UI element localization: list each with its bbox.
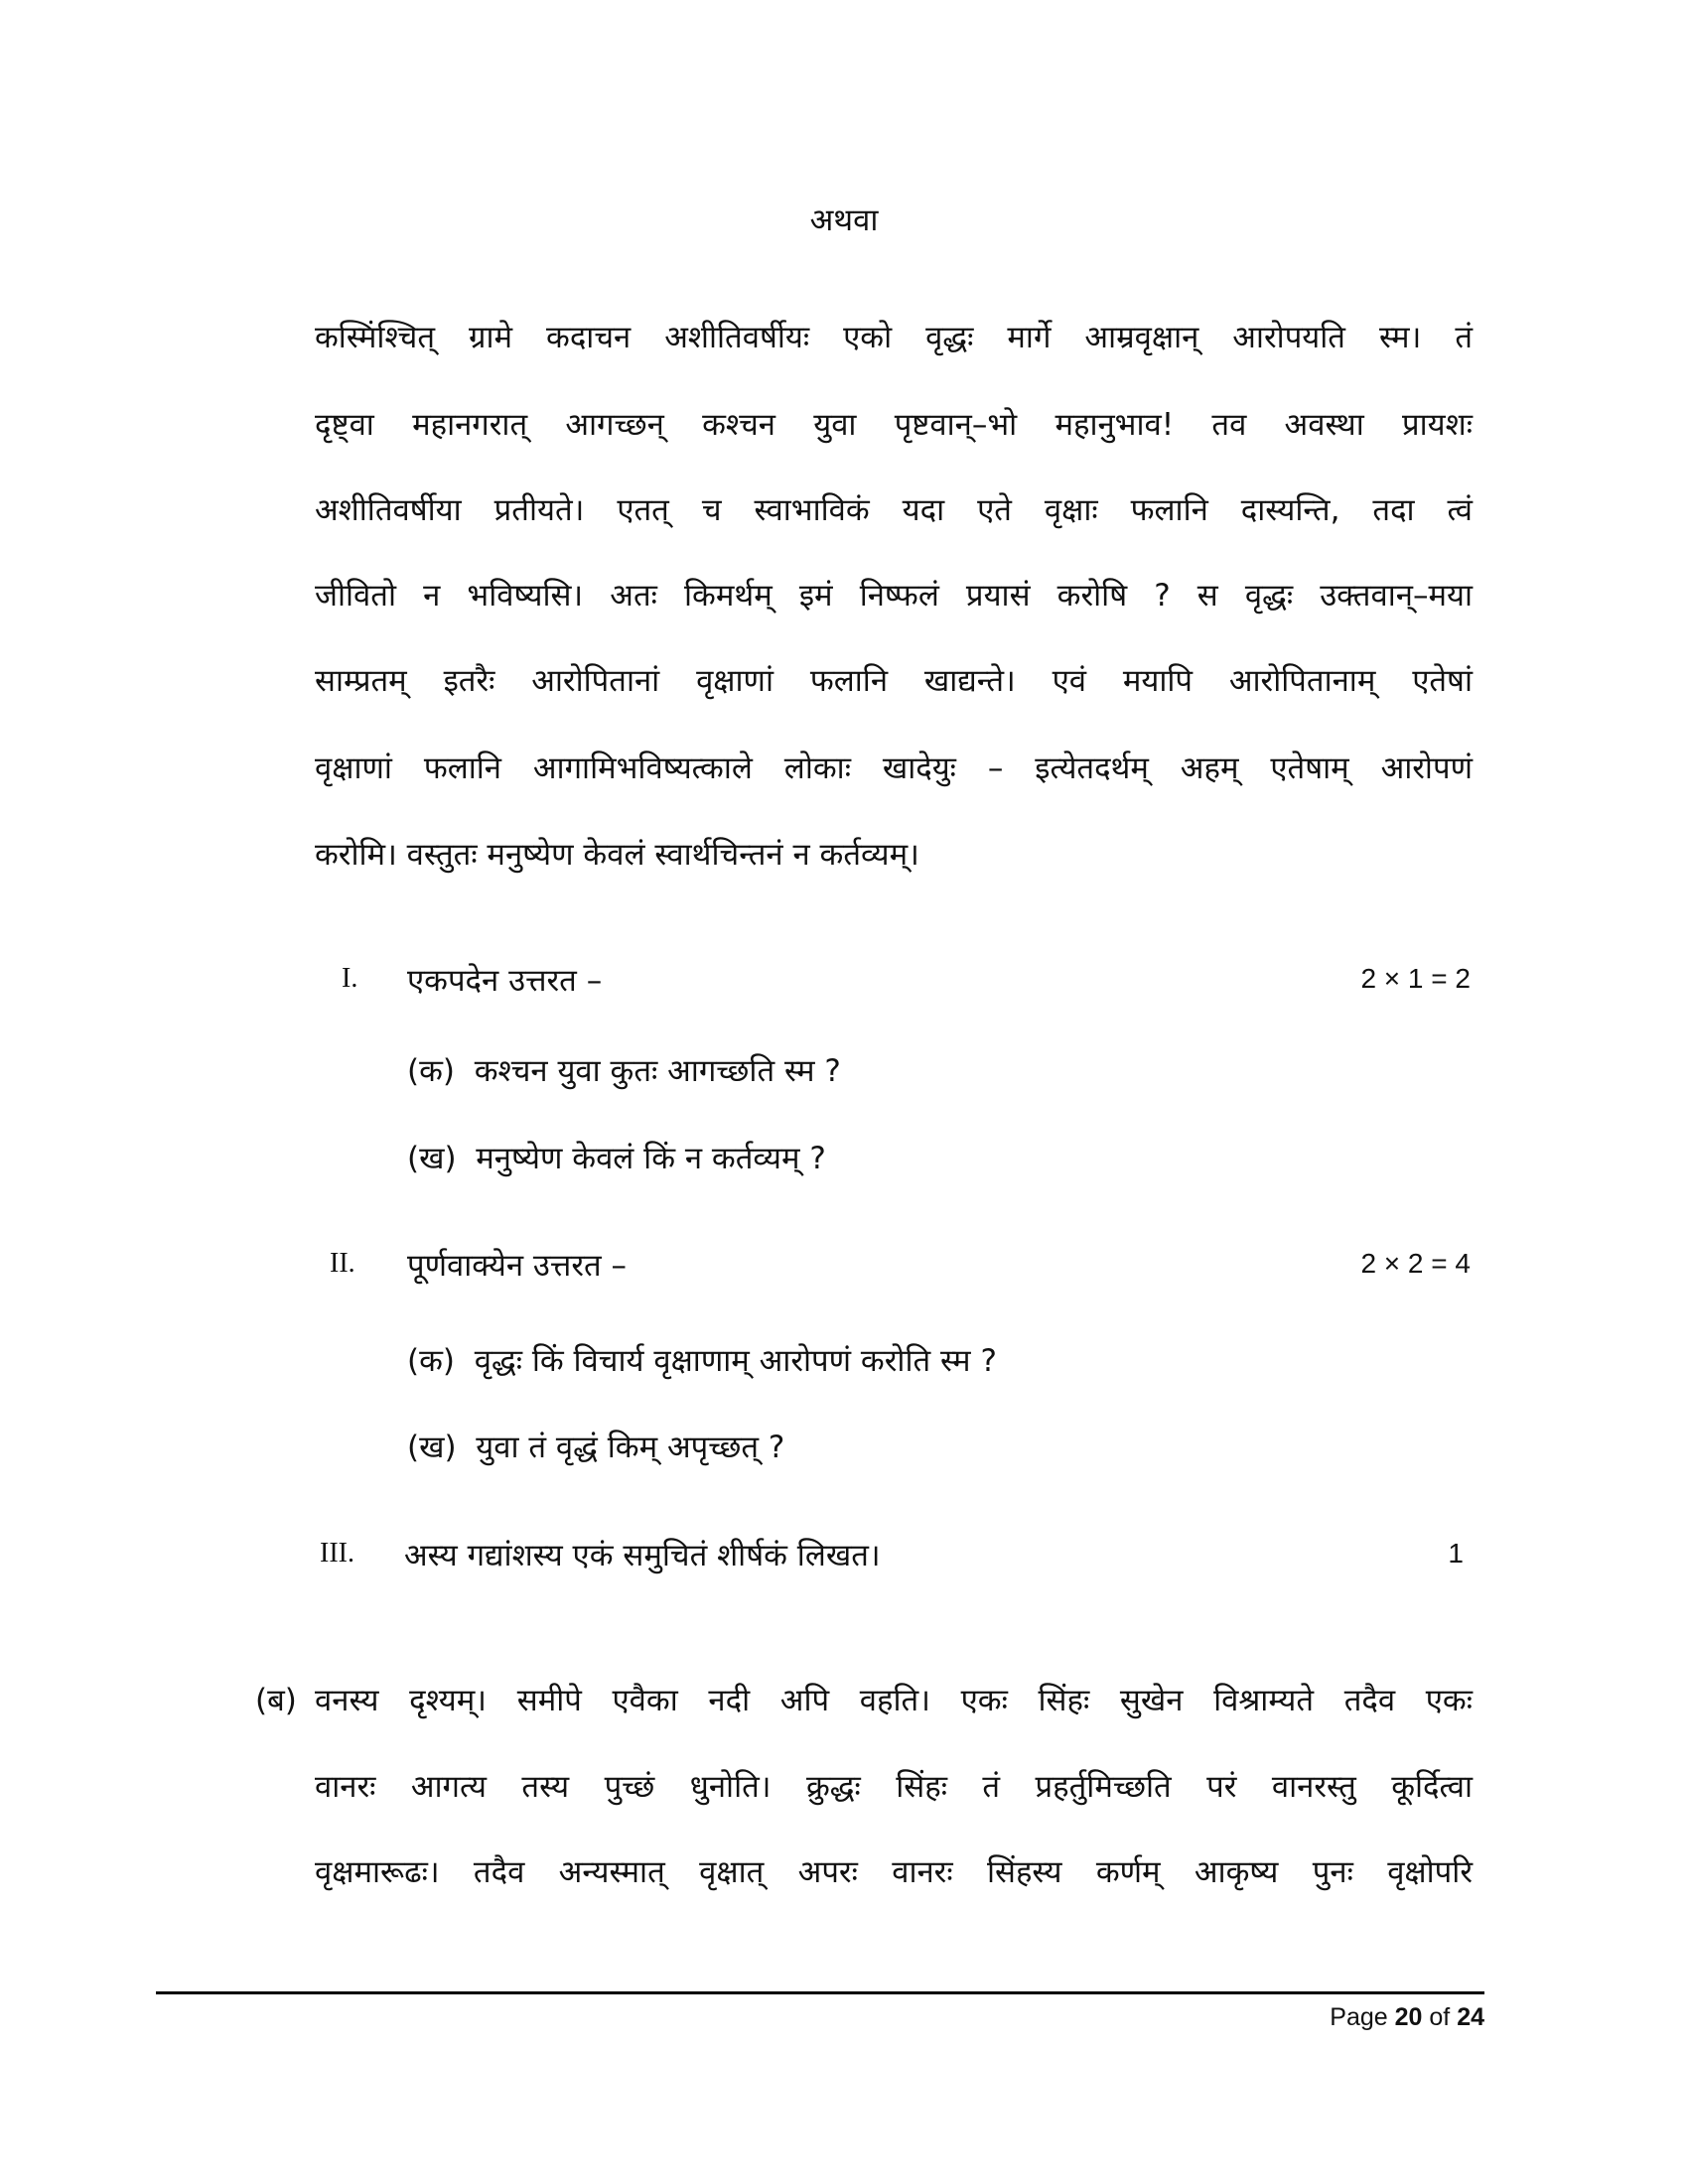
question-prompt: अस्य गद्यांशस्य एकं समुचितं शीर्षकं लिखत। (404, 1538, 881, 1573)
passage-line: साम्प्रतम् इतरैः आरोपितानां वृक्षाणां फलानि खाद्यन्ते। एवं मयापि आरोपितानाम् एतेषां (315, 663, 1473, 699)
question-marks: 1 (1448, 1538, 1464, 1569)
sub-question-label: (ख) (407, 1430, 457, 1465)
heading-athava: अथवा (809, 203, 879, 238)
question-marks: 2 × 1 = 2 (1360, 963, 1471, 994)
question-number: III. (320, 1538, 354, 1569)
page-of: of (1422, 2003, 1458, 2031)
sub-question-text: युवा तं वृद्धं किम् अपृच्छत् ? (476, 1430, 785, 1465)
sub-question (407, 1428, 784, 1467)
sub-question-text: मनुष्येण केवलं किं न कर्तव्यम् ? (476, 1141, 826, 1176)
sub-question-text: कश्चन युवा कुतः आगच्छति स्म ? (474, 1053, 841, 1089)
section-b-line: वनस्य दृश्यम्। समीपे एवैका नदी अपि वहति। एकः सिंहः सुखेन विश्राम्यते तदैव एकः (315, 1683, 1473, 1718)
question-number: II. (330, 1248, 355, 1279)
sub-question (407, 1139, 826, 1178)
question-number: I. (342, 963, 358, 994)
passage-line: करोमि। वस्तुतः मनुष्येण केवलं स्वार्थचिन्तनं न कर्तव्यम्। (315, 837, 919, 873)
sub-question-label: (ख) (407, 1141, 457, 1176)
question-marks: 2 × 2 = 4 (1360, 1248, 1471, 1279)
question-prompt: पूर्णवाक्येन उत्तरत – (407, 1248, 628, 1284)
section-b-line: वानरः आगत्य तस्य पुच्छं धुनोति। क्रुद्धः सिंहः तं प्रहर्तुमिच्छति परं वानरस्तु कूर्दित्वा (315, 1769, 1473, 1805)
page-number (1330, 2003, 1484, 2032)
passage-line: दृष्ट्वा महानगरात् आगच्छन् कश्चन युवा पृष्टवान्–भो महानुभाव! तव अवस्था प्रायशः (315, 407, 1473, 443)
sub-question-label: (क) (407, 1053, 455, 1089)
passage-line: कस्मिंश्चित् ग्रामे कदाचन अशीतिवर्षीयः एको वृद्धः मार्गे आम्रवृक्षान् आरोपयति स्म। तं (315, 320, 1473, 355)
page-prefix: Page (1330, 2003, 1395, 2031)
section-b-line: वृक्षमारूढः। तदैव अन्यस्मात् वृक्षात् अपरः वानरः सिंहस्य कर्णम् आकृष्य पुनः वृक्षोपरि (315, 1854, 1473, 1890)
passage-line: जीवितो न भविष्यसि। अतः किमर्थम् इमं निष्फलं प्रयासं करोषि ? स वृद्धः उक्तवान्–मया (315, 578, 1473, 614)
current-page: 20 (1394, 2003, 1423, 2031)
sub-question (407, 1341, 997, 1381)
sub-question-text: वृद्धः किं विचार्य वृक्षाणाम् आरोपणं करोति स्म ? (474, 1343, 997, 1379)
sub-question (407, 1051, 841, 1091)
passage-line: वृक्षाणां फलानि आगामिभविष्यत्काले लोकाः खादेयुः – इत्येतदर्थम् अहम् एतेषाम् आरोपणं (315, 751, 1473, 786)
footer-rule (156, 1991, 1484, 1994)
passage-line: अशीतिवर्षीया प्रतीयते। एतत् च स्वाभाविकं यदा एते वृक्षाः फलानि दास्यन्ति, तदा त्वं (315, 492, 1473, 528)
question-prompt: एकपदेन उत्तरत – (407, 963, 603, 999)
section-label: (ब) (255, 1683, 297, 1718)
total-pages: 24 (1457, 2003, 1484, 2031)
sub-question-label: (क) (407, 1343, 455, 1379)
